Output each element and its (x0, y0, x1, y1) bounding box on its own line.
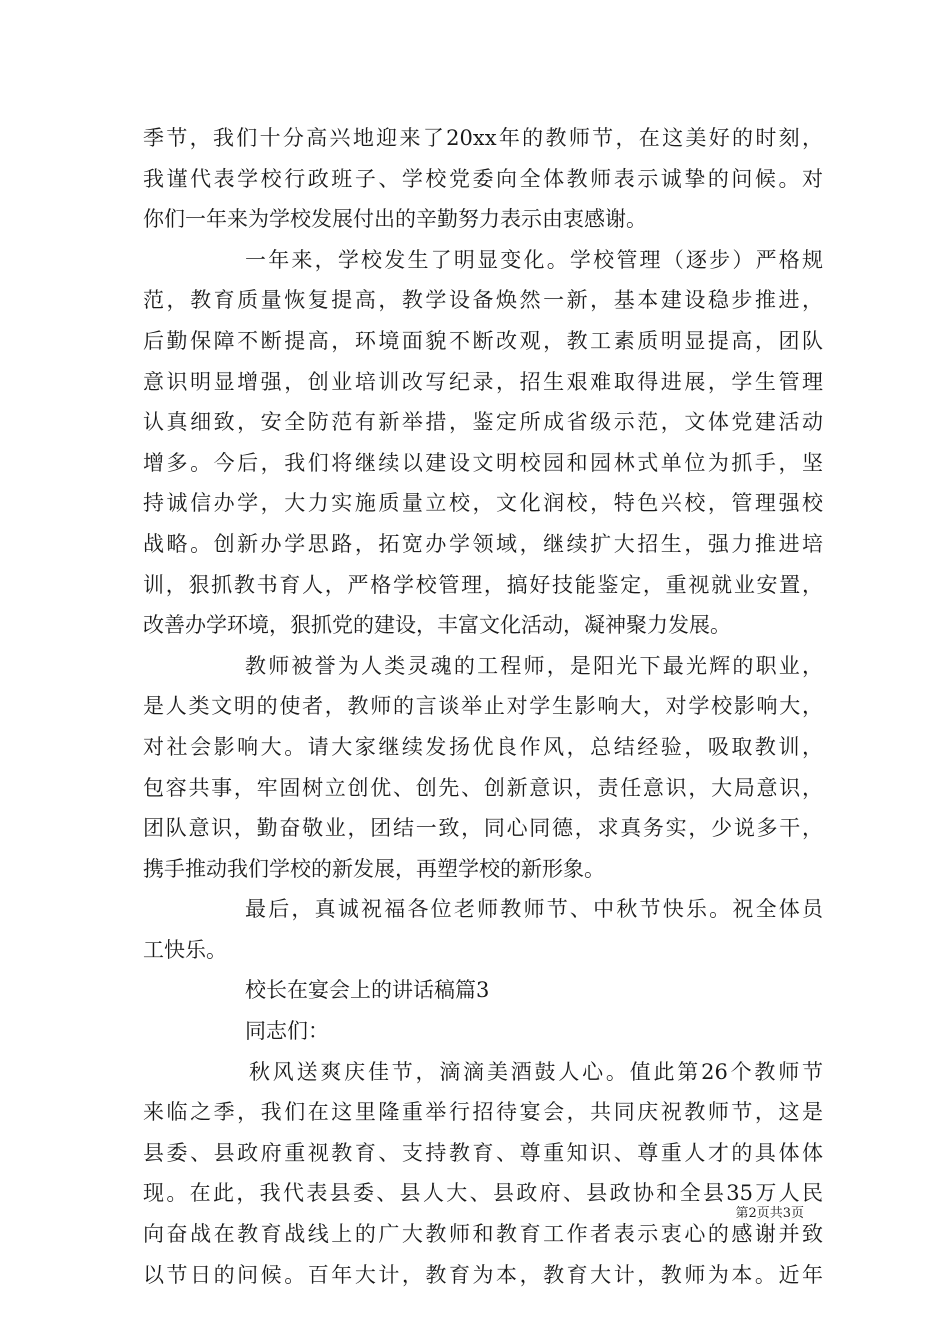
text-line: 来临之季，我们在这里隆重举行招待宴会，共同庆祝教师节，这是 (143, 1100, 823, 1125)
text-line: 认真细致，安全防范有新举措，鉴定所成省级示范，文体党建活动 (143, 410, 823, 435)
text-line: 教师被誉为人类灵魂的工程师，是阳光下最光辉的职业， (245, 653, 823, 678)
text-line: 你们一年来为学校发展付出的辛勤努力表示由衷感谢。 (143, 207, 647, 232)
text-line: 县委、县政府重视教育、支持教育、尊重知识、尊重人才的具体体 (143, 1140, 823, 1165)
body-text (143, 118, 823, 1295)
text-line: 训，狠抓教书育人，严格学校管理，搞好技能鉴定，重视就业安置， (143, 572, 823, 597)
text-line: 最后，真诚祝福各位老师教师节、中秋节快乐。祝全体员 (245, 897, 823, 922)
text-line: 对社会影响大。请大家继续发扬优良作风，总结经验，吸取教训， (143, 734, 823, 759)
text-line: 秋风送爽庆佳节，滴滴美酒鼓人心。值此第26个教师节 (249, 1059, 823, 1084)
text-line: 增多。今后，我们将继续以建设文明校园和园林式单位为抓手，坚 (143, 450, 823, 475)
text-line: 向奋战在教育战线上的广大教师和教育工作者表示衷心的感谢并致 (143, 1222, 823, 1247)
text-line: 现。在此，我代表县委、县人大、县政府、县政协和全县35万人民 (143, 1181, 823, 1206)
text-line: 季节，我们十分高兴地迎来了20xx年的教师节，在这美好的时刻， (143, 126, 823, 150)
text-line: 改善办学环境，狠抓党的建设，丰富文化活动，凝神聚力发展。 (143, 613, 731, 638)
text-line: 携手推动我们学校的新发展，再塑学校的新形象。 (143, 856, 605, 881)
page-indicator: 第2页共3页 (735, 1206, 804, 1221)
text-line: 工快乐。 (143, 937, 227, 962)
text-line: 一年来，学校发生了明显变化。学校管理（逐步）严格规 (245, 247, 823, 272)
text-line: 范，教育质量恢复提高，教学设备焕然一新，基本建设稳步推进， (143, 288, 823, 313)
text-line: 团队意识，勤奋敬业，团结一致，同心同德，求真务实，少说多干， (143, 816, 823, 841)
salutation: 同志们： (245, 1019, 329, 1044)
text-line: 持诚信办学，大力实施质量立校，文化润校，特色兴校，管理强校 (143, 491, 823, 516)
section-title: 校长在宴会上的讲话稿篇3 (245, 978, 490, 1003)
text-line: 战略。创新办学思路，拓宽办学领域，继续扩大招生，强力推进培 (143, 531, 823, 556)
text-line: 意识明显增强，创业培训改写纪录，招生艰难取得进展，学生管理 (143, 369, 823, 394)
text-line: 是人类文明的使者，教师的言谈举止对学生影响大，对学校影响大， (143, 694, 823, 719)
text-line: 包容共事，牢固树立创优、创先、创新意识，责任意识，大局意识， (143, 775, 823, 800)
text-line: 以节日的问候。百年大计，教育为本，教育大计，教师为本。近年 (143, 1262, 823, 1287)
text-line: 我谨代表学校行政班子、学校党委向全体教师表示诚挚的问候。对 (143, 166, 823, 191)
text-line: 后勤保障不断提高，环境面貌不断改观，教工素质明显提高，团队 (143, 328, 823, 353)
